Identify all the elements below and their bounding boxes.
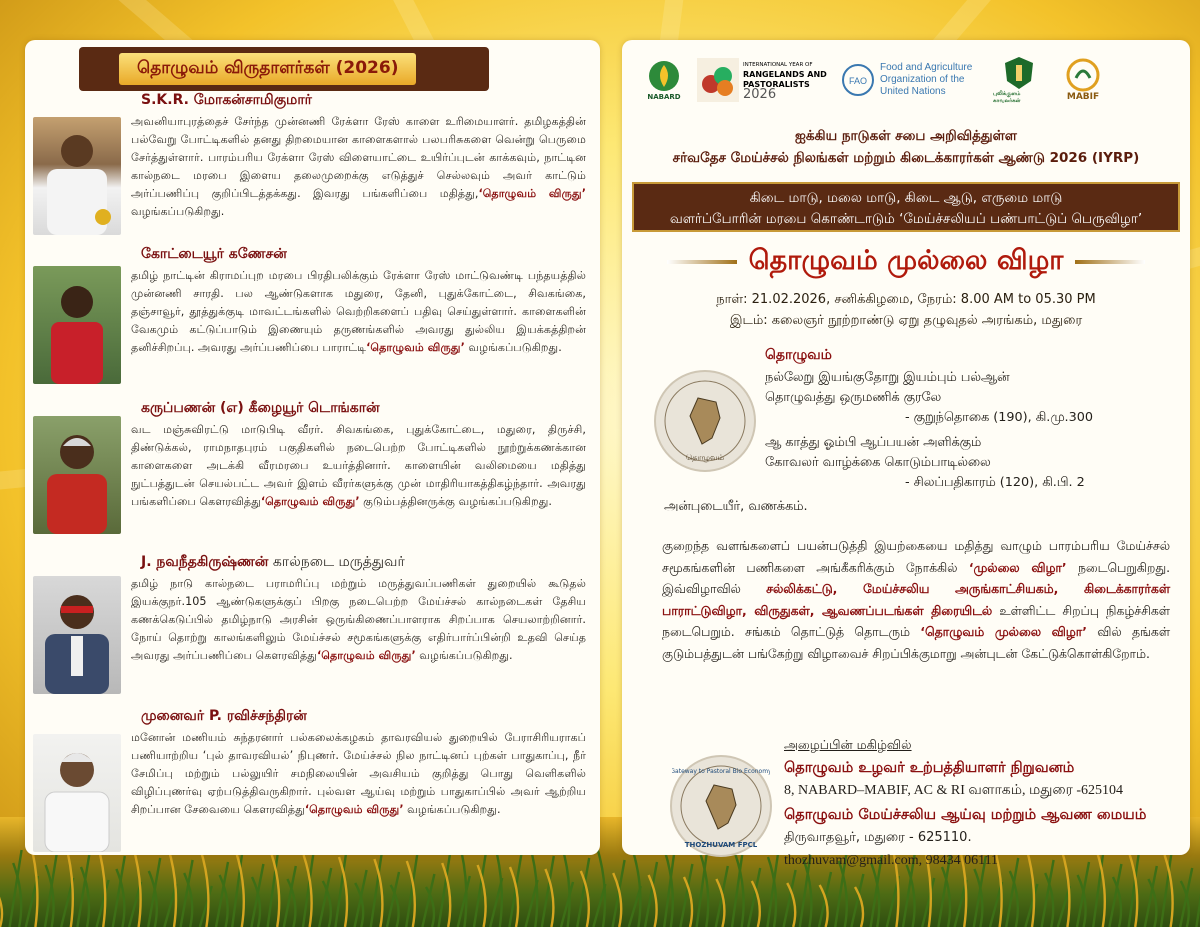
grass-blade <box>97 880 109 927</box>
awardee-name: கருப்பணன் (எ) கீழையூர் டொங்கான் <box>141 400 380 416</box>
contact-info: thozhuvam@gmail.com, 98434 06111 <box>784 853 999 868</box>
nabard-icon <box>647 59 681 93</box>
org-research-address: திருவாதவூர், மதுரை - 625110. <box>784 830 972 845</box>
awardee-name: J. நவநீதகிருஷ்ணன் கால்நடை மருத்துவர் <box>141 554 405 570</box>
thozhuvam-seal <box>654 370 756 472</box>
iyrp-logo: INTERNATIONAL YEAR OF RANGELANDS AND PASTORALISTS 2026 <box>697 58 833 102</box>
event-date: நாள்: 21.02.2026, சனிக்கிழமை, நேரம்: 8.00 AM to 05.30 PM <box>716 292 1096 307</box>
org-research-centre: தொழுவம் மேய்ச்சலிய ஆய்வு மற்றும் ஆவண மையம் <box>784 807 1147 823</box>
svg-text:FAO: FAO <box>848 76 868 86</box>
org-fpcl-name: தொழுவம் உழவர் உற்பத்தியாளர் நிறுவனம் <box>784 760 1075 776</box>
greeting: அன்புடையீர், வணக்கம். <box>664 499 808 514</box>
banner-line-1: கிடை மாடு, மலை மாடு, கிடை ஆடு, எருமை மாடு <box>749 190 1063 206</box>
svg-text:தொழுவம்: தொழுவம் <box>685 453 725 462</box>
grass-blade <box>922 878 934 927</box>
awardee-1 <box>33 92 593 242</box>
mabif-logo: MABIF <box>1053 58 1113 102</box>
grass-blade <box>406 848 418 927</box>
awardees-heading: தொழுவம் விருதாளர்கள் (2026) <box>119 53 416 85</box>
awardee-2 <box>33 246 593 396</box>
awardee-bio: வட மஞ்சுவிரட்டு மாடுபிடி வீரர். சிவகங்கை, புதுக்கோட்டை, மதுரை, திருச்சி, திண்டுக்கல், ராமநாதபுரம் பகுதிகளில் நடைபெற்ற போட்டிகளில் நூற்றுக்கணக்கான காளைகளை அடக்கி வீரமரபை உயர்த்தினார். காளையின் வலிமையை மதித்து நுட்பத்துடன் செயல்பட்ட அவர் இளம் வீரர்களுக்கு முன் மாதிரியாகத்திகழ்ந்தார். அவரது பங்களிப்பை கௌரவித்து‘தொழுவம் விருது’ குடும்பத்தினருக்கு வழங்கப்படுகிறது. <box>131 423 586 508</box>
iyrp-title: சர்வதேச மேய்ச்சல் நிலங்கள் மற்றும் கிடைக்காரர்கள் ஆண்டு 2026 (IYRP) <box>672 150 1140 166</box>
awardee-photo <box>33 416 121 534</box>
shield-icon <box>1003 55 1035 91</box>
awardee-name: முனைவர் P. ரவிச்சந்திரன் <box>141 708 307 724</box>
grass-blade <box>458 876 470 927</box>
awardee-bio: மனோன் மணியம் சுந்தரனார் பல்கலைக்கழகம் தாவரவியல் துறையில் பேராசிரியராகப் பணியாற்றிய ‘புல் தாவரவியல்’ நிபுணர். மேய்ச்சல் நில நாட்டினப் புற்கள் பாதுகாப்பு, நீர் சேமிப்பு மற்றும் பல்லுயிர் சமநிலையின் அவசியம் குறித்து பொது வெளிகளில் விழிப்புணர்வு ஏற்படுத்திவருகிறார். புல்வள ஆய்வு மற்றும் பாதுகாப்பில் அவர் ஆற்றிய சிறப்பான சேவையை கௌரவித்து‘தொழுவம் விருது’ வழங்கப்படுகிறது. <box>131 731 586 816</box>
grass-blade <box>767 844 779 927</box>
grass-blade <box>632 849 640 927</box>
festival-banner <box>632 182 1180 232</box>
awardees-heading-badge <box>79 47 489 91</box>
fao-icon <box>841 63 875 97</box>
svg-text:Gateway to Pastoral Bio Econom: Gateway to Pastoral Bio Economy <box>672 768 770 775</box>
grass-blade <box>561 882 573 927</box>
pulikulam-logo: புலிக்குளம் காவலர்கள் <box>993 55 1045 105</box>
fao-logo: FAO Food and Agriculture Organization of the United Nations <box>841 62 985 98</box>
invite-label: அழைப்பின் மகிழ்வில் <box>784 737 912 752</box>
awardee-bio: அவனியாபுரத்தைச் சேர்ந்த முன்னணி ரேக்ளா ரேஸ் காளை உரிமையாளர். தமிழகத்தின் பல்வேறு போட்டிகளில் தனது திறமையான காளைகளால் பலபரிசுகளை வென்று பெருமை சேர்த்துள்ளார். பாரம்பரிய ரேக்ளா ரேஸ் விளையாட்டை உயிர்ப்புடன் காக்கவும், நாட்டின கால்நடை மரபை இளைய தலைமுறைக்கு எடுத்துச் செல்லவும் அவர் காட்டும் அர்ப்பணிப்பு குறிப்பிடத்தக்கது. இவரது பங்களிப்பை மதித்து,‘தொழுவம் விருது’ வழங்கப்படுகிறது. <box>131 115 586 218</box>
grass-blade <box>0 887 2 927</box>
grass-blade <box>597 847 605 927</box>
poem-silappathikaram: ஆ காத்து ஓம்பி ஆப்பயன் அளிக்கும் கோவலர் வாழ்க்கை கொடும்பாடில்லை - சிலப்பதிகாரம் (120), கி.பி. 2 <box>765 435 1085 490</box>
fpcl-map-icon <box>672 757 770 855</box>
awardee-photo <box>33 576 121 694</box>
awardee-photo <box>33 266 121 384</box>
poem-kurunthogai: நல்லேறு இயங்குதோறு இயம்பும் பல்ஆன் தொழுவத்து ஒருமணிக் குரலே - குறுந்தொகை (190), கி.மு.300 <box>765 370 1094 425</box>
grass-blade <box>1061 849 1069 927</box>
un-announcement: ஐக்கிய நாடுகள் சபை அறிவித்துள்ள <box>795 128 1017 144</box>
org-fpcl-address: 8, NABARD–MABIF, AC & RI வளாகம், மதுரை -625104 <box>784 783 1124 798</box>
awardee-photo <box>33 117 121 235</box>
grass-blade <box>168 847 176 927</box>
awardee-5 <box>33 708 593 858</box>
awardee-bio: தமிழ் நாடு கால்நடை பராமரிப்பு மற்றும் மருத்துவப்பணிகள் துறையில் கூடுதல் இயக்குநர்.105 ஆண்டுகளுக்குப் பிறகு நடைபெற்ற மேய்ச்சல் கால்நடைகள் தேசிய கணக்கெடுப்பில் தமிழ்நாடு அரசின் ஒருங்கிணைப்பாளராக சிறப்பாக செயலாற்றினார். நோய் தொற்று காலங்களிலும் மேய்ச்சல் சமூகங்களுக்கு எதிர்பார்ப்பின்றி உதவி செய்த அவரது அர்ப்பணிப்பை கௌரவித்து‘தொழுவம் விருது’ வழங்கப்படுகிறது. <box>131 577 586 662</box>
awardees-panel <box>25 40 600 855</box>
awardee-name: கோட்டையூர் கணேசன் <box>141 246 287 262</box>
invitation-body: குறைந்த வளங்களைப் பயன்படுத்தி இயற்கையை மதித்து வாழும் பாரம்பரிய மேய்ச்சல் சமூகங்களின் பணிகளை அங்கீகரிக்கும் நோக்கில் ‘முல்லை விழா’ நடைபெறுகிறது. இவ்விழாவில் சல்லிக்கட்டு, மேய்ச்சலிய அருங்காட்சியகம், கிடைக்காரர்கள் பாராட்டுவிழா, விருதுகள், ஆவணப்படங்கள் திரையிடல் உள்ளிட்ட சிறப்பு நிகழ்ச்சிகள் நடைபெறும். சங்கம் தொட்டுத் தொடரும் ‘தொழுவம் முல்லை விழா’ வில் தங்கள் குடும்பத்துடன் பங்கேற்று விழாவைச் சிறப்பிக்குமாறு அன்புடன் கேட்டுக்கொள்கிறோம். <box>662 538 1171 661</box>
tamilnadu-map-icon <box>656 372 754 470</box>
svg-text:THOZHUVAM FPCL: THOZHUVAM FPCL <box>684 841 758 849</box>
grass-blade <box>1025 884 1037 927</box>
sponsor-logos <box>639 40 1173 120</box>
poem-heading: தொழுவம் <box>765 347 832 363</box>
grass-blade <box>1196 844 1200 927</box>
awardee-4 <box>33 554 593 704</box>
grass-blade <box>200 886 212 927</box>
fpcl-seal <box>670 755 772 857</box>
grass-blade <box>509 854 521 927</box>
invitation-panel <box>622 40 1190 868</box>
mabif-icon <box>1063 58 1103 92</box>
grass-blade <box>1026 847 1034 927</box>
title-divider-right <box>1075 260 1145 264</box>
nabard-logo: NABARD <box>639 59 689 101</box>
banner-line-2: வளர்ப்போரின் மரபை கொண்டாடும் ‘மேய்ச்சலியப் பண்பாட்டுப் பெருவிழா’ <box>669 211 1143 227</box>
awardee-name: S.K.R. மோகன்சாமிகுமார் <box>141 92 312 108</box>
event-venue: இடம்: கலைஞர் நூற்றாண்டு ஏறு தழுவுதல் அரங்கம், மதுரை <box>729 313 1083 328</box>
awardee-bio: தமிழ் நாட்டின் கிராமப்புற மரபை பிரதிபலிக்கும் ரேக்ளா ரேஸ் மாட்டுவண்டி பந்தயத்தில் முன்னணி சாரதி. பல ஆண்டுகளாக மதுரை, தேனி, புதுக்கோட்டை, சிவகங்கை, தஞ்சாவூர், தூத்துக்குடி மாவட்டங்களில் வெற்றிகளைப் பதிவு செய்துள்ளார். காளைகளின் வேகமும் கட்டுப்பாடும் இணையும் தருணங்களில் அவரது துல்லிய இயக்கத்திறன் தனிச்சிறப்பு. அவரது அர்ப்பணிப்பை பாராட்டி‘தொழுவம் விருது’ வழங்கப்படுகிறது. <box>131 269 586 354</box>
awardee-photo <box>33 734 121 852</box>
title-divider-left <box>667 260 737 264</box>
event-title: தொழுவம் முல்லை விழா <box>622 245 1190 280</box>
iyrp-icon <box>697 58 739 102</box>
awardee-3 <box>33 400 593 550</box>
grass-blade <box>45 852 57 927</box>
